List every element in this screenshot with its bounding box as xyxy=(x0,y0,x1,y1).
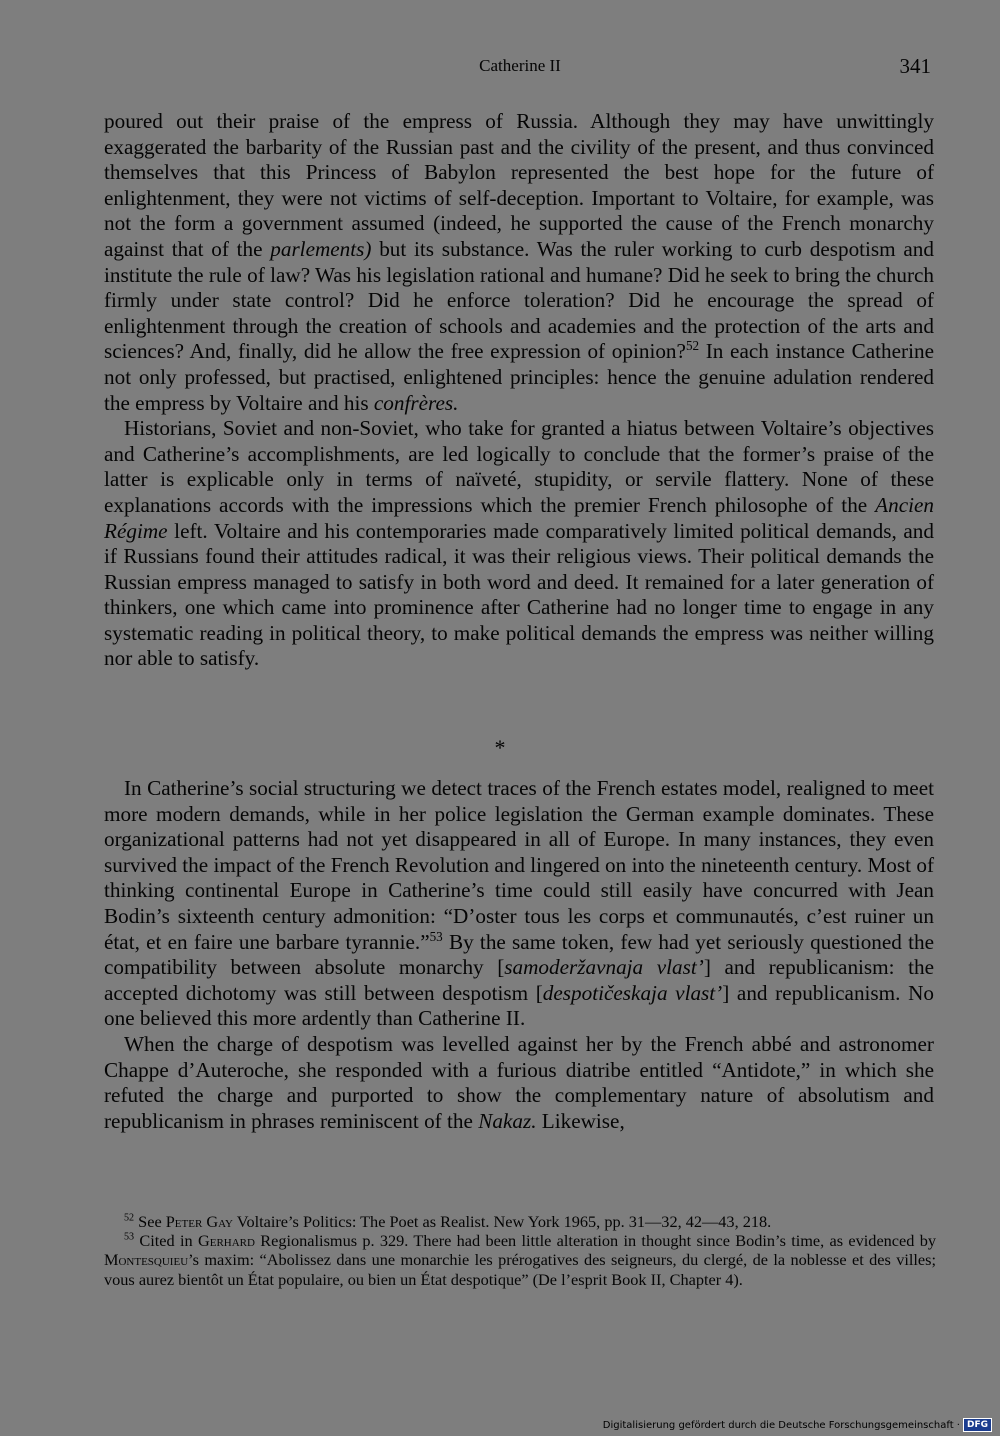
footnote-ref[interactable]: 52 xyxy=(685,338,700,354)
text-run: By the same token, few had yet seriously questioned the compatibility between absolute monarchy [ xyxy=(104,929,935,980)
paragraph xyxy=(104,776,934,1032)
text-run: Historians, Soviet and non-Soviet, who take for granted a hiatus between Voltaire’s objectives and Catherine’s accomplishments, are led logically to conclude that the former’s praise of the latter is explicable only in terms of naïveté, stupidity, or servile flattery. None of these explanations accords with the impressions which the premier French philosophe of the xyxy=(104,416,934,517)
text-run: When the charge of despotism was levelled against her by the French abbé and astronomer Chappe d’Auteroche, she responded with a furious diatribe entitled “Antidote,” in which she refuted the charge and purported to show the complementary nature of absolutism and republicanism in phrases reminiscent of the xyxy=(104,1031,934,1133)
text-run: ] and republicanism: the accepted dichotomy was still between despotism [ xyxy=(104,955,934,1005)
italic-term: Nakaz. xyxy=(478,1108,537,1133)
text-run: ] and republicanism. No one believed this more ardently than Catherine II. xyxy=(104,980,934,1031)
italic-term: Ancien Régime xyxy=(104,492,934,543)
credit-text: Digitalisierung gefördert durch die Deutsche Forschungsgemeinschaft · xyxy=(602,1419,960,1431)
text-run: left. Voltaire and his contemporaries made comparatively limited political demands, and if Russians found their attitudes radical, it was their religious views. Their political demands the Russian empress managed to satisfy in both word and deed. It remained for a later generation of thinkers, one which came into prominence after Catherine had no longer time to engage in any systematic reading in political theory, to make political demands the empress was neither willing nor able to satisfy. xyxy=(104,518,934,671)
text-run: Cited in xyxy=(134,1231,198,1251)
footnote-number: 53 xyxy=(124,1231,135,1243)
body-text-section-2 xyxy=(104,776,934,1134)
page-number: 341 xyxy=(899,54,931,78)
author-name: Peter Gay xyxy=(165,1212,234,1231)
italic-term: confrères. xyxy=(373,390,459,415)
footnote-number: 52 xyxy=(124,1212,135,1224)
text-run: but its substance. Was the ruler working to curb despotism and institute the rule of law? Was his legislation rational and humane? Did he seek to bring the church firmly under state control? Did he enforce toleration? Did he encourage the spread of enlightenment through the creation of schools and academies and the protection of the arts and sciences? And, finally, did he allow the free expression of opinion? xyxy=(104,236,934,364)
footnote-53 xyxy=(104,1231,936,1289)
paragraph xyxy=(104,109,934,416)
footnote-ref[interactable]: 53 xyxy=(429,928,443,944)
running-title: Catherine II xyxy=(479,56,561,75)
text-run: In Catherine’s social structuring we detect traces of the French estates model, realigned to meet more modern demands, while in her police legislation the German example dominates. These organizational patterns had not yet disappeared in all of Europe. In many instances, they even survived the impact of the French Revolution and lingered on into the nineteenth century. Most of thinking continental Europe in Catherine’s time could still easily have concurred with Jean Bodin’s sixteenth century admonition: “D’oster tous les corps et communautés, c’est ruiner un état, et en faire une barbare tyrannie.” xyxy=(104,776,934,954)
text-run: Voltaire’s Politics: The Poet as Realist. New York 1965, pp. 31—32, 42—43, 218. xyxy=(233,1212,772,1231)
author-name: Gerhard xyxy=(197,1231,255,1251)
text-run: Regionalismus p. 329. There had been little alteration in thought since Bodin’s time, as evidenced by xyxy=(254,1231,936,1251)
footnotes xyxy=(104,1212,936,1289)
paragraph xyxy=(104,1032,934,1134)
body-text-section-1 xyxy=(104,109,934,672)
text-run: poured out their praise of the empress of Russia. Although they may have unwittingly exaggerated the barbarity of the Russian past and the civility of the present, and thus convinced themselves that this Princess of Babylon represented the best hope for the future of enlightenment, they were not victims of self-deception. Important to Voltaire, for example, was not the form a government assumed (indeed, he supported the cause of the French monarchy against that of the xyxy=(104,109,934,261)
dfg-logo[interactable]: DFG xyxy=(963,1418,992,1432)
italic-term: parlements) xyxy=(270,236,372,261)
paragraph xyxy=(104,416,934,672)
text-run: See xyxy=(134,1212,166,1231)
italic-term: despotičeskaja vlast’ xyxy=(542,980,723,1005)
text-run: In each instance Catherine not only professed, but practised, enlightened principles: hence the genuine adulation rendered the empress by Voltaire and his xyxy=(104,339,934,415)
running-head xyxy=(105,54,935,84)
footnote-52 xyxy=(104,1212,936,1231)
author-name: Montesquieu xyxy=(104,1250,189,1270)
text-run: Likewise, xyxy=(536,1108,625,1133)
text-run: ’s maxim: “Abolissez dans une monarchie les prérogatives des seigneurs, du clergé, de la noblesse et des villes; vous aurez bientôt un État populaire, ou bien un État despotique” (De l’esprit Book II, Chapter 4). xyxy=(104,1250,936,1289)
digitization-credit xyxy=(603,1418,992,1432)
section-ornament: * xyxy=(494,735,506,760)
italic-term: samoderžavnaja vlast’ xyxy=(504,955,704,980)
